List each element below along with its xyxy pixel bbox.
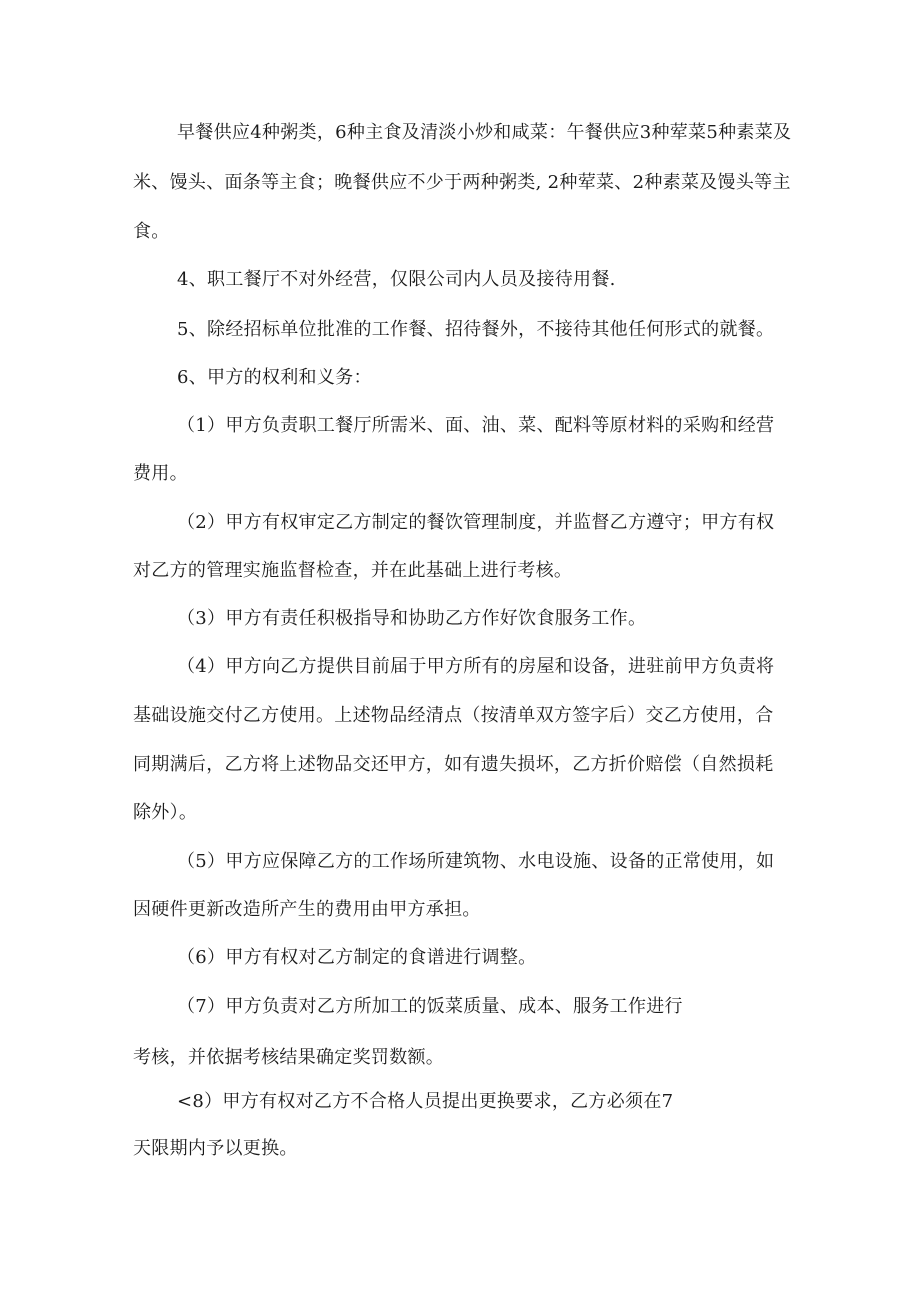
text-line: 米、馒头、面条等主食；晚餐供应不少于两种粥类, 2种荤菜、2种素菜及馒头等主 (133, 172, 791, 193)
text-line: （4）甲方向乙方提供目前届于甲方所有的房屋和设备，进驻前甲方负责将 (177, 656, 775, 677)
text-line: （6）甲方有权对乙方制定的食谱进行调整。 (177, 947, 537, 968)
text-line: 考核，并依据考核结果确定奖罚数额。 (133, 1047, 445, 1068)
text-line: （3）甲方有责任积极指导和协助乙方作好饮食服务工作。 (177, 608, 647, 629)
text-line: （2）甲方有权审定乙方制定的餐饮管理制度，并监督乙方遵守；甲方有权 (177, 512, 775, 533)
text-line: 6、甲方的权利和义务： (177, 367, 372, 388)
text-line: 同期满后，乙方将上述物品交还甲方，如有遗失损坏，乙方折价赔偿（自然损耗 (133, 754, 774, 775)
text-line: 4、职工餐厅不对外经营，仅限公司内人员及接待用餐. (177, 269, 616, 290)
text-line: 基础设施交付乙方使用。上述物品经清点（按清单双方签字后）交乙方使用，合 (133, 705, 774, 726)
text-line: 除外）。 (133, 802, 198, 823)
text-line: 早餐供应4种粥类，6种主食及清淡小炒和咸菜：午餐供应3种荤菜5种素菜及 (177, 122, 792, 143)
text-line: 对乙方的管理实施监督检查，并在此基础上进行考核。 (133, 560, 573, 581)
text-line: 食。 (133, 221, 170, 242)
text-line: （7）甲方负责对乙方所加工的饭菜质量、成本、服务工作进行 (177, 996, 683, 1017)
text-line: 费用。 (133, 463, 188, 484)
text-line: （5）甲方应保障乙方的工作场所建筑物、水电设施、设备的正常使用，如 (177, 851, 775, 872)
text-line: 天限期内予以更换。 (133, 1138, 298, 1159)
text-line: （1）甲方负责职工餐厅所需米、面、油、菜、配料等原材料的采购和经营 (177, 415, 775, 436)
text-line: <8）甲方有权对乙方不合格人员提出更换要求，乙方必须在7 (177, 1091, 674, 1112)
text-line: 5、除经招标单位批准的工作餐、招待餐外，不接待其他任何形式的就餐。 (177, 319, 775, 340)
text-line: 因硬件更新改造所产生的费用由甲方承担。 (133, 899, 481, 920)
